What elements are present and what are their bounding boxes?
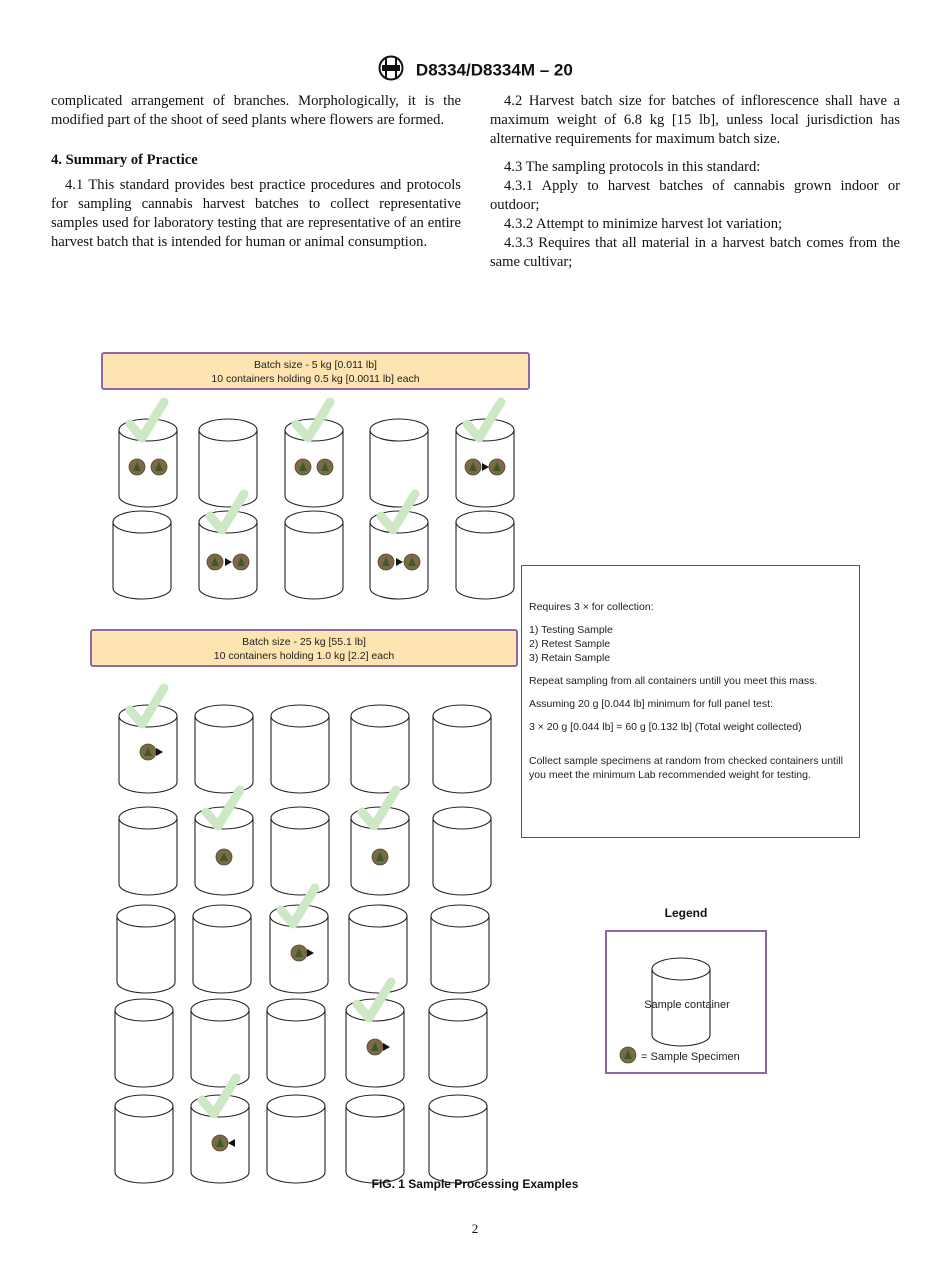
info-retain-sample: 3) Retain Sample: [529, 652, 611, 664]
container: [429, 999, 487, 1087]
container: [113, 511, 171, 599]
info-assuming: Assuming 20 g [0.044 lb] minimum for full panel test:: [529, 698, 773, 710]
info-testing-sample: 1) Testing Sample: [529, 624, 613, 636]
legend-specimen-label: = Sample Specimen: [641, 1051, 740, 1063]
batch-2-size: Batch size - 25 kg [55.1 lb]: [242, 636, 366, 648]
paragraph-4-3: 4.3 The sampling protocols in this standard:: [504, 159, 761, 175]
container: [346, 1095, 404, 1183]
legend-box: [605, 930, 767, 1074]
info-requires: Requires 3 × for collection:: [529, 601, 654, 613]
container: [351, 705, 409, 793]
container: [271, 807, 329, 895]
paragraph-4-1: 4.1 This standard provides best practice procedures and protocols for sampling cannabis harvest batches to collect representative samples used for laboratory testing that are representative of an entire harvest batch that is intended for human or animal consumption.: [51, 177, 461, 250]
page-number: 2: [471, 1221, 479, 1236]
container: [193, 905, 251, 993]
info-collect: Collect sample specimens at random from checked containers untill you meet the minimum Lab recommended weight for testing.: [529, 755, 843, 781]
container: [349, 905, 407, 993]
container: [429, 1095, 487, 1183]
batch-1-size: Batch size - 5 kg [0.011 lb]: [254, 359, 377, 371]
container: [433, 807, 491, 895]
figure-caption: FIG. 1 Sample Processing Examples: [371, 1177, 579, 1191]
paragraph-4-3-1: 4.3.1 Apply to harvest batches of cannabis grown indoor or outdoor;: [490, 178, 900, 213]
paragraph-continued: complicated arrangement of branches. Morphologically, it is the modified part of the shoot of seed plants where flowers are formed.: [51, 93, 461, 128]
paragraph-4-3-3: 4.3.3 Requires that all material in a harvest batch comes from the same cultivar;: [490, 235, 900, 270]
container: [195, 705, 253, 793]
container: [433, 705, 491, 793]
container: [191, 999, 249, 1087]
container: [267, 999, 325, 1087]
legend-container-label: Sample container: [644, 999, 730, 1011]
batch-1-label: [101, 352, 530, 390]
batch-2-containers: 10 containers holding 1.0 kg [2.2] each: [213, 650, 395, 662]
batch-1-containers: 10 containers holding 0.5 kg [0.0011 lb] each: [211, 373, 420, 385]
container: [431, 905, 489, 993]
container: [117, 905, 175, 993]
container: [119, 807, 177, 895]
info-retest-sample: 2) Retest Sample: [529, 638, 611, 650]
container: [456, 511, 514, 599]
container: [115, 1095, 173, 1183]
info-repeat: Repeat sampling from all containers untill you meet this mass.: [529, 675, 818, 687]
container: [271, 705, 329, 793]
container: [267, 1095, 325, 1183]
legend-title: Legend: [664, 906, 708, 920]
standard-code: D8334/D8334M – 20: [415, 60, 573, 80]
container: [285, 511, 343, 599]
container: [115, 999, 173, 1087]
info-total-weight: 3 × 20 g [0.044 lb] = 60 g [0.132 lb] (Total weight collected): [529, 721, 802, 733]
paragraph-4-3-2: 4.3.2 Attempt to minimize harvest lot variation;: [504, 216, 783, 232]
section-title: 4. Summary of Practice: [51, 152, 198, 168]
paragraph-4-2: 4.2 Harvest batch size for batches of inflorescence shall have a maximum weight of 6.8 kg [15 lb], unless local jurisdiction has alternative requirements for maximum batch size.: [490, 93, 900, 147]
collection-info-box: [521, 565, 860, 838]
batch-2-label: [90, 629, 518, 667]
